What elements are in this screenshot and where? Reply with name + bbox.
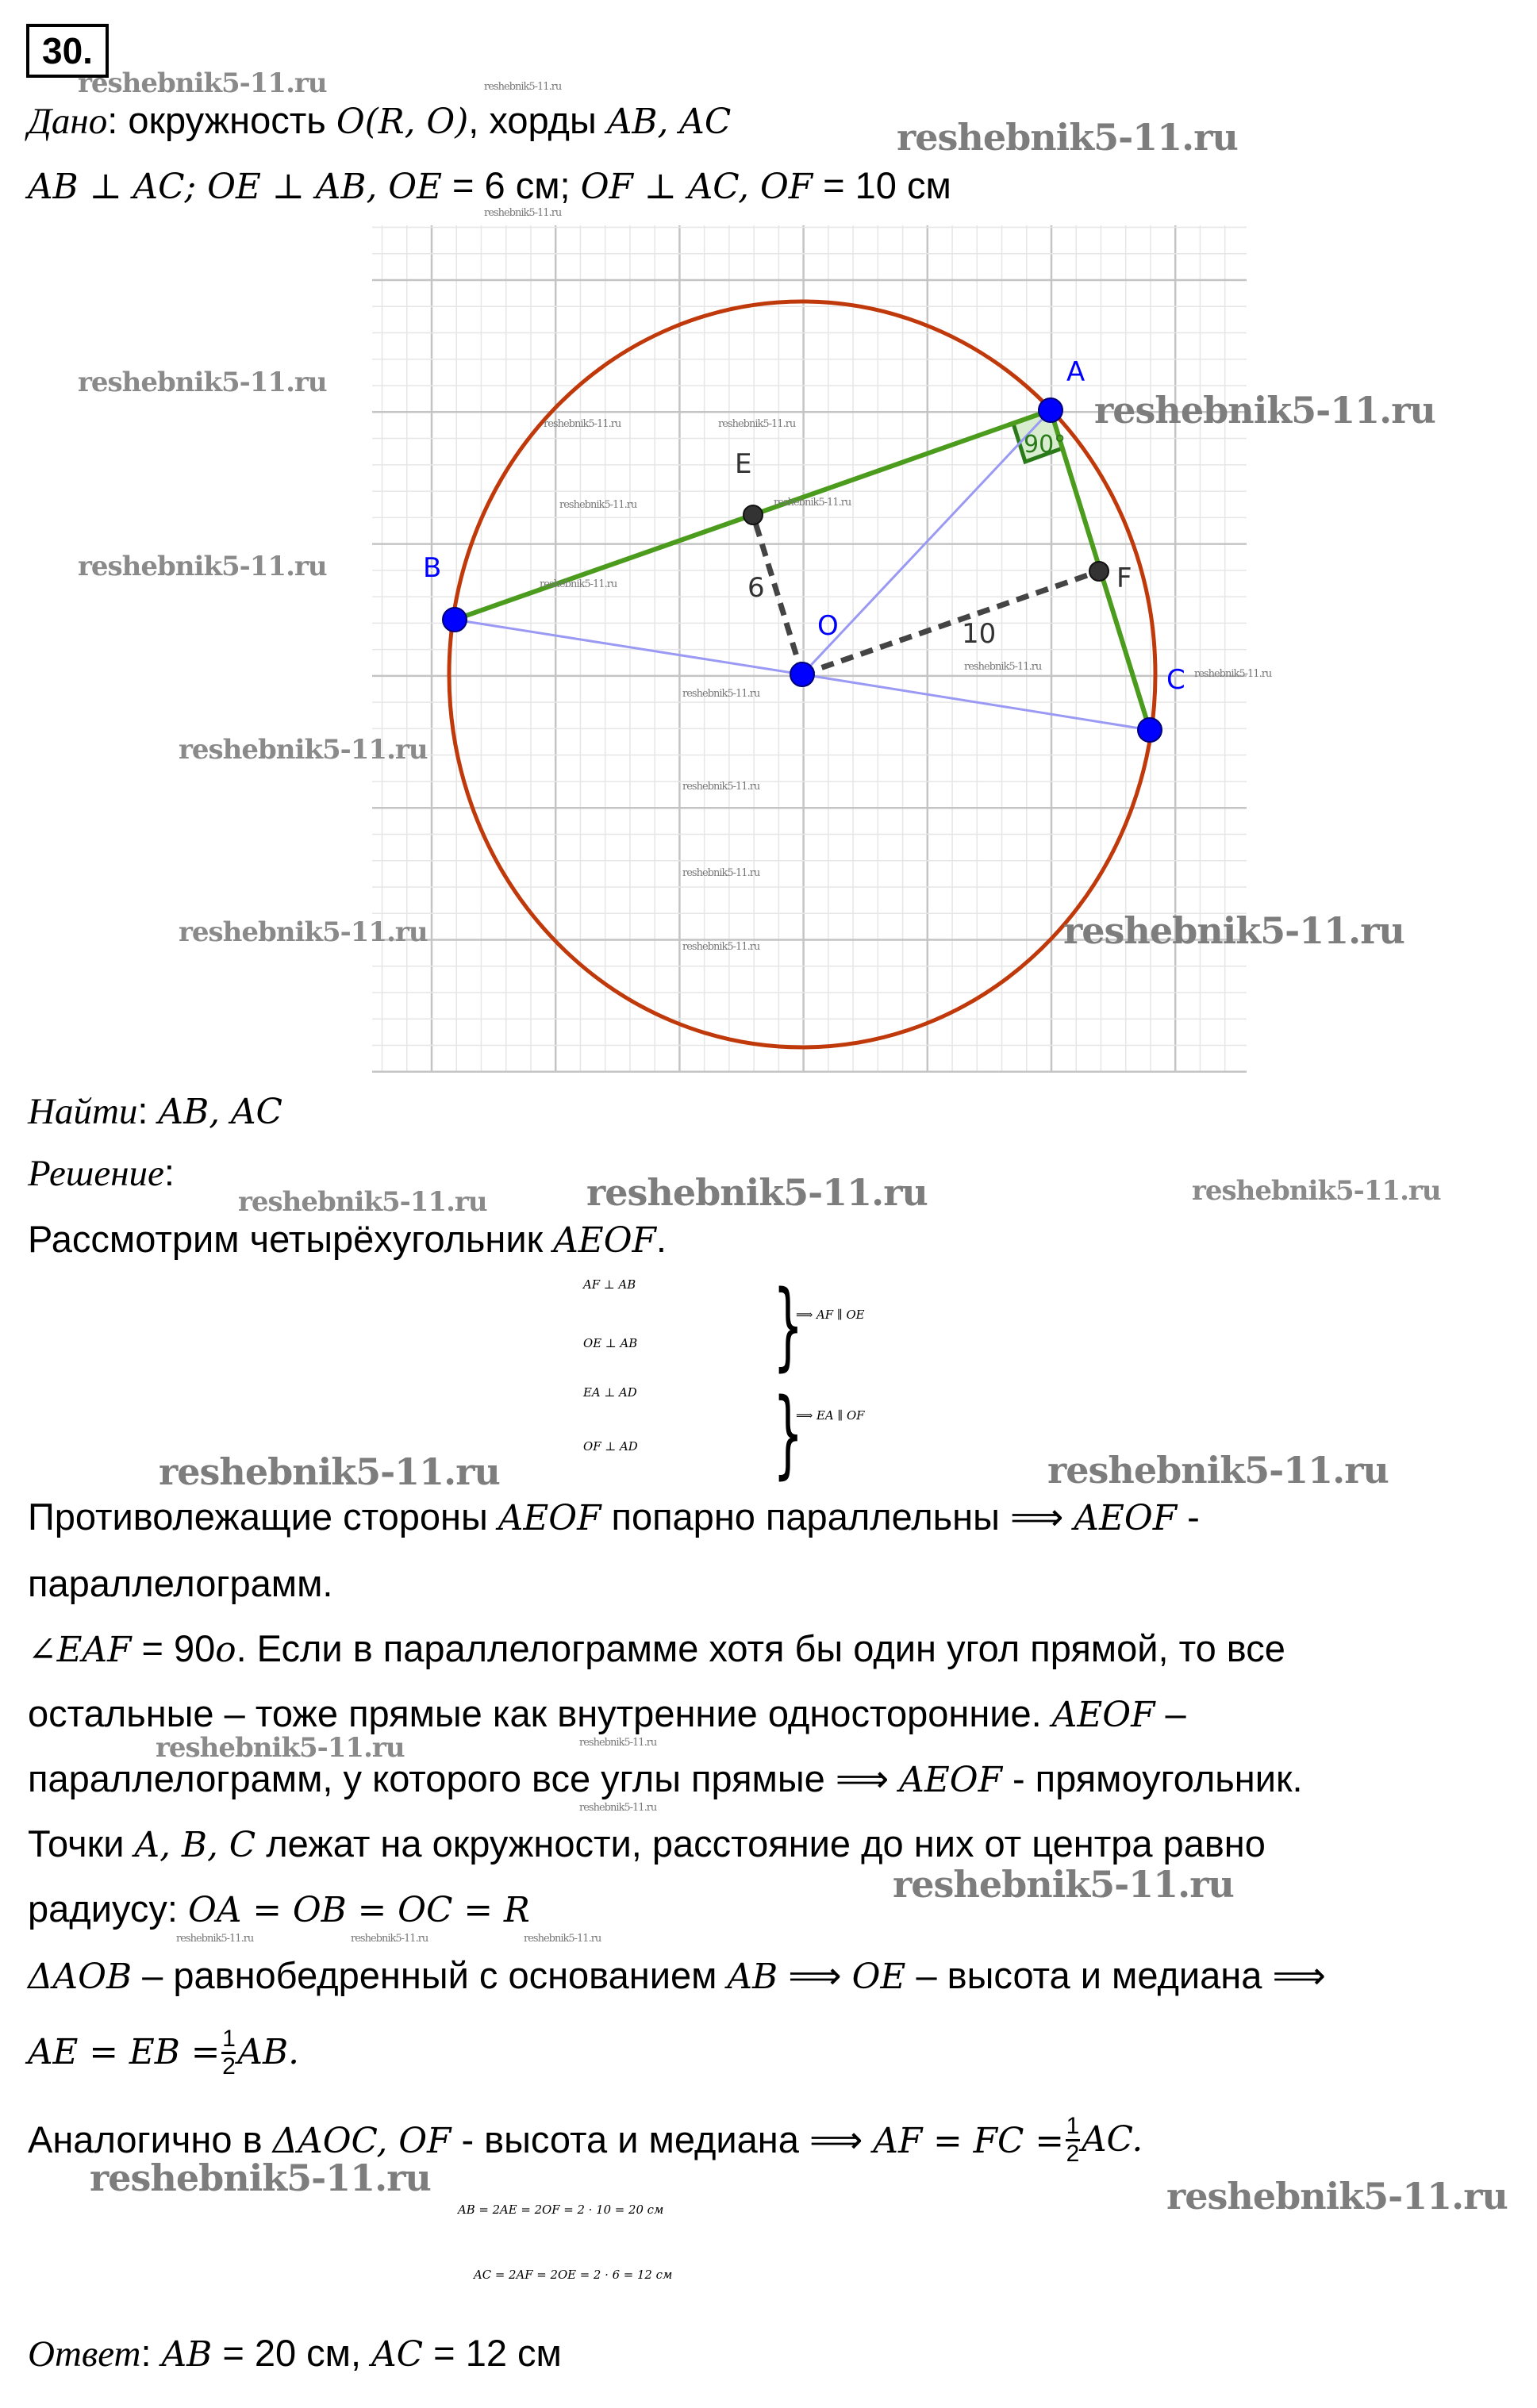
watermark: reshebnik5-11.ru <box>682 867 760 879</box>
math-expression: ΔAOB <box>28 1957 133 1997</box>
watermark: reshebnik5-11.ru <box>179 734 428 766</box>
watermark: reshebnik5-11.ru <box>351 1933 428 1945</box>
text-segment: Рассмотрим четырёхугольник <box>28 1218 554 1260</box>
watermark: reshebnik5-11.ru <box>484 81 562 93</box>
watermark: reshebnik5-11.ru <box>159 1450 500 1493</box>
text-segment: - <box>1177 1496 1200 1538</box>
text-segment: параллелограмм. <box>28 1562 333 1604</box>
italic-label: Решение <box>28 1153 164 1194</box>
system1-result: ⟹ AF ∥ OE <box>796 1308 865 1322</box>
text-segment: – <box>1155 1692 1186 1734</box>
fraction-numerator: 1 <box>1066 2113 1080 2139</box>
text-segment: Противолежащие стороны <box>28 1496 498 1538</box>
text-segment: = 6 см; <box>441 164 581 206</box>
watermark: reshebnik5-11.ru <box>682 941 760 953</box>
watermark: reshebnik5-11.ru <box>484 207 562 219</box>
ab-term: AB. <box>237 2032 299 2073</box>
paragraph-8 <box>28 1954 1326 1997</box>
italic-label: Дано <box>28 101 108 142</box>
point-f <box>1089 562 1109 581</box>
math-expression: A, B, C <box>134 1825 256 1865</box>
text-segment: ⟹ <box>778 1954 852 1996</box>
label-oe-length: 6 <box>747 572 765 604</box>
text-segment: - прямоугольник. <box>1001 1757 1303 1799</box>
label-c: C <box>1166 664 1185 696</box>
calc-ac: AC = 2AF = 2OE = 2 · 6 = 12 см <box>474 2268 673 2282</box>
math-expression: ∠EAF <box>28 1630 132 1670</box>
math-expression: OA = OB = OC = R <box>188 1890 530 1930</box>
ac-term: AC. <box>1081 2119 1143 2160</box>
math-expression: AEOF <box>899 1760 1002 1800</box>
label-a: A <box>1066 356 1086 388</box>
point-c <box>1138 718 1162 742</box>
fraction-half-2 <box>1066 2114 1080 2166</box>
math-expression: AB ⊥ AC; OE ⊥ AB, OE <box>28 167 442 207</box>
math-expression: AEOF <box>553 1220 656 1261</box>
point-o <box>790 662 814 686</box>
fraction-denominator: 2 <box>222 2053 236 2080</box>
watermark: reshebnik5-11.ru <box>156 1732 405 1764</box>
text-segment: : <box>140 2332 162 2374</box>
find-line <box>28 1089 282 1132</box>
watermark: reshebnik5-11.ru <box>78 67 327 99</box>
text-segment: = 20 см, <box>212 2332 372 2374</box>
watermark: reshebnik5-11.ru <box>682 688 760 700</box>
watermark: reshebnik5-11.ru <box>524 1933 601 1945</box>
label-o: O <box>817 610 839 642</box>
text-segment: = 10 см <box>813 164 951 206</box>
watermark: reshebnik5-11.ru <box>78 551 327 582</box>
math-expression: AB <box>161 2334 213 2375</box>
watermark: reshebnik5-11.ru <box>579 1802 657 1814</box>
math-expression: AC <box>371 2334 424 2375</box>
label-e: E <box>735 448 752 480</box>
brace-2: } <box>773 1379 804 1489</box>
solution-label <box>28 1151 175 1194</box>
math-expression: O(R, O) <box>336 102 469 142</box>
paragraph-6 <box>28 1822 1266 1865</box>
point-e <box>744 505 763 524</box>
italic-label: Найти <box>28 1091 138 1132</box>
paragraph-7 <box>28 1890 530 1928</box>
system2-result: ⟹ EA ∥ OF <box>796 1408 865 1423</box>
label-of-length: 10 <box>962 618 997 650</box>
answer-line <box>28 2334 562 2373</box>
watermark: reshebnik5-11.ru <box>540 578 617 590</box>
watermark: reshebnik5-11.ru <box>579 1737 657 1749</box>
label-angle-90: 90° <box>1024 431 1066 459</box>
watermark: reshebnik5-11.ru <box>718 418 796 430</box>
text-segment: = 12 см <box>423 2332 562 2374</box>
system2-line-b: OF ⊥ AD <box>583 1439 638 1454</box>
math-expression: OE <box>851 1957 906 1997</box>
text-segment: , хорды <box>468 99 607 141</box>
paragraph-1 <box>28 1498 1200 1536</box>
watermark: reshebnik5-11.ru <box>1063 909 1404 952</box>
radius-oa <box>802 410 1051 674</box>
math-expression: AB, AC <box>158 1092 282 1132</box>
system1-line-b: OE ⊥ AB <box>583 1336 638 1350</box>
text-segment: : окружность <box>107 99 336 141</box>
paragraph-5 <box>28 1757 1303 1800</box>
text-segment: Точки <box>28 1822 135 1865</box>
text-segment: . <box>655 1218 667 1260</box>
math-expression: AF = FC = <box>873 2121 1064 2162</box>
paragraph-9 <box>28 2026 299 2079</box>
text-segment: параллелограмм, у которого все углы прямые ⟹ <box>28 1757 900 1799</box>
text-segment: – равнобедренный с основанием <box>132 1954 728 1996</box>
consider-line <box>28 1218 667 1261</box>
watermark: reshebnik5-11.ru <box>893 1863 1234 1906</box>
math-expression: AB <box>727 1957 778 1997</box>
text-segment: – высота и медиана ⟹ <box>905 1954 1326 1996</box>
system1-line-a: AF ⊥ AB <box>583 1277 636 1292</box>
watermark: reshebnik5-11.ru <box>897 116 1238 159</box>
watermark: reshebnik5-11.ru <box>1047 1449 1389 1492</box>
text-segment: : <box>163 1151 175 1193</box>
ae-eb-expression: AE = EB = <box>28 2032 221 2073</box>
math-expression: AEOF <box>498 1498 601 1538</box>
radius-ob <box>455 620 802 674</box>
brace-1: } <box>773 1271 804 1381</box>
text-segment: радиусу: <box>28 1888 189 1930</box>
watermark: reshebnik5-11.ru <box>544 418 621 430</box>
watermark: reshebnik5-11.ru <box>238 1186 487 1218</box>
watermark: reshebnik5-11.ru <box>1192 1175 1441 1207</box>
text-segment: остальные – тоже прямые как внутренние односторонние. <box>28 1692 1052 1734</box>
watermark: reshebnik5-11.ru <box>964 661 1042 673</box>
point-b <box>443 608 467 632</box>
text-segment: : <box>137 1089 159 1131</box>
calc-ab: AB = 2AE = 2OF = 2 · 10 = 20 см <box>458 2203 664 2217</box>
math-expression: ΔAOC, OF <box>272 2121 451 2162</box>
problem-number: 30. <box>26 24 109 78</box>
math-expression: AEOF <box>1074 1498 1178 1538</box>
watermark: reshebnik5-11.ru <box>78 367 327 398</box>
system2-line-a: EA ⊥ AD <box>583 1385 637 1400</box>
watermark: reshebnik5-11.ru <box>682 781 760 793</box>
analogous-text <box>28 2118 1064 2162</box>
watermark: reshebnik5-11.ru <box>559 499 637 511</box>
text-segment: = 90 <box>131 1627 216 1669</box>
watermark: reshebnik5-11.ru <box>586 1171 928 1214</box>
fraction-half <box>221 2026 236 2079</box>
watermark: reshebnik5-11.ru <box>176 1933 254 1945</box>
text-segment: . Если в параллелограмме хотя бы один угол прямой, то все <box>236 1627 1285 1669</box>
watermark: reshebnik5-11.ru <box>774 497 851 509</box>
text-segment: Аналогично в <box>28 2118 273 2161</box>
math-expression: AB, AC <box>606 102 732 142</box>
label-f: F <box>1116 563 1132 594</box>
watermark: reshebnik5-11.ru <box>1194 668 1272 680</box>
paragraph-2 <box>28 1562 333 1604</box>
watermark: reshebnik5-11.ru <box>1166 2175 1508 2218</box>
point-a <box>1039 398 1062 422</box>
paragraph-3 <box>28 1627 1285 1670</box>
paragraph-4 <box>28 1692 1186 1735</box>
label-b: B <box>423 552 442 584</box>
text-segment: попарно параллельны ⟹ <box>601 1496 1074 1538</box>
fraction-numerator: 1 <box>222 2026 236 2052</box>
text-segment: лежат на окружности, расстояние до них от центра равно <box>256 1822 1266 1865</box>
text-segment: - высота и медиана ⟹ <box>451 2118 874 2161</box>
math-expression: o <box>215 1630 236 1670</box>
watermark: reshebnik5-11.ru <box>179 916 428 948</box>
math-expression: AEOF <box>1051 1695 1155 1735</box>
math-expression: OF ⊥ AC, OF <box>580 167 813 207</box>
italic-label: Ответ <box>28 2333 141 2375</box>
watermark: reshebnik5-11.ru <box>1094 389 1435 432</box>
watermark: reshebnik5-11.ru <box>90 2156 431 2199</box>
fraction-denominator: 2 <box>1066 2140 1080 2167</box>
